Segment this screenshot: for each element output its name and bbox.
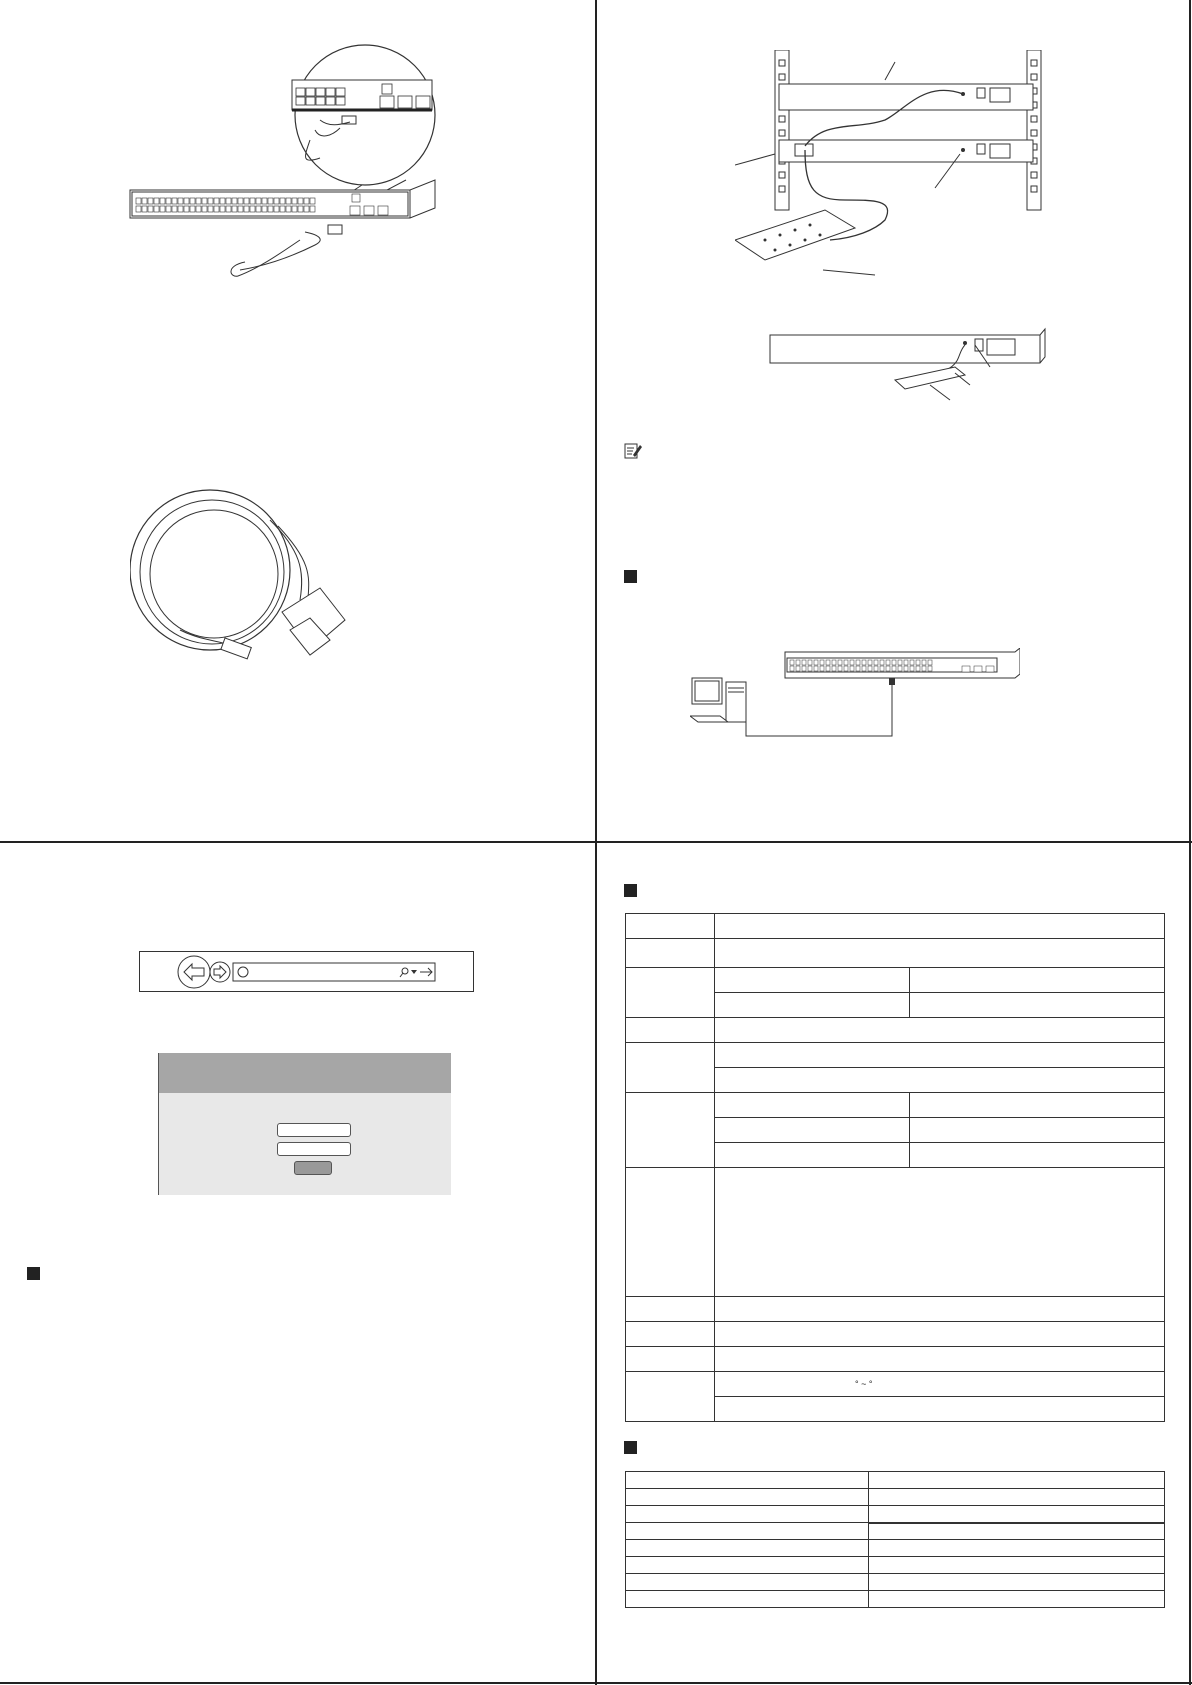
page-divider-horizontal xyxy=(0,841,1192,843)
table-cell xyxy=(910,1093,1165,1118)
table-cell xyxy=(869,1540,1165,1557)
note-icon xyxy=(623,441,643,461)
pc-connection-illustration xyxy=(690,648,1020,738)
table-cell xyxy=(626,1347,715,1372)
table-cell xyxy=(715,1168,1165,1297)
page-right-border xyxy=(1189,0,1191,1685)
table-cell xyxy=(626,939,715,968)
specifications-table xyxy=(625,913,1165,1422)
switch-grounding-illustration xyxy=(765,325,1055,425)
table-cell xyxy=(626,914,715,939)
rack-grounding-illustration xyxy=(735,50,1055,290)
table-cell xyxy=(626,1591,869,1608)
table-cell xyxy=(626,1489,869,1506)
table-cell xyxy=(715,1297,1165,1322)
section-marker xyxy=(624,884,637,897)
table-cell xyxy=(626,1557,869,1574)
login-dialog xyxy=(158,1053,451,1195)
table-cell xyxy=(715,1347,1165,1372)
table-cell xyxy=(626,1540,869,1557)
table-cell xyxy=(910,1118,1165,1143)
table-cell xyxy=(715,993,910,1018)
page-bottom-border xyxy=(0,1682,1192,1684)
table-cell xyxy=(626,1574,869,1591)
table-cell xyxy=(715,1322,1165,1347)
section-marker xyxy=(624,1441,637,1454)
console-cable-illustration xyxy=(130,480,390,700)
table-cell xyxy=(869,1506,1165,1523)
table-cell xyxy=(715,1143,910,1168)
table-cell xyxy=(869,1557,1165,1574)
table-cell xyxy=(869,1574,1165,1591)
table-cell xyxy=(626,1372,715,1422)
section-marker xyxy=(27,1267,40,1280)
table-cell xyxy=(715,968,910,993)
table-cell xyxy=(715,939,1165,968)
table-cell xyxy=(626,1523,869,1540)
table-cell xyxy=(626,1506,869,1523)
table-cell xyxy=(869,1489,1165,1506)
table-cell xyxy=(715,1093,910,1118)
table-cell xyxy=(715,1118,910,1143)
table-cell xyxy=(715,1397,1165,1422)
password-input[interactable] xyxy=(277,1142,351,1156)
username-input[interactable] xyxy=(277,1123,351,1137)
table-cell xyxy=(626,1472,869,1489)
table-cell xyxy=(715,1018,1165,1043)
table-cell xyxy=(626,1297,715,1322)
temperature-cell: ° ~ ° xyxy=(715,1372,1165,1397)
table-cell xyxy=(626,1018,715,1043)
table-cell xyxy=(869,1591,1165,1608)
table-cell xyxy=(626,968,715,1018)
fiber-module-illustration xyxy=(110,40,450,290)
login-button[interactable] xyxy=(294,1161,332,1175)
table-cell xyxy=(626,1043,715,1093)
package-contents-table xyxy=(625,1471,1165,1608)
login-dialog-header xyxy=(159,1053,451,1093)
table-cell xyxy=(626,1322,715,1347)
table-cell xyxy=(715,914,1165,939)
table-cell xyxy=(869,1523,1165,1540)
table-cell xyxy=(910,993,1165,1018)
table-cell xyxy=(869,1472,1165,1489)
table-cell xyxy=(626,1168,715,1297)
browser-address-bar-illustration xyxy=(139,951,474,992)
table-cell xyxy=(715,1068,1165,1093)
table-cell xyxy=(626,1093,715,1168)
section-marker xyxy=(624,570,637,583)
table-cell xyxy=(910,968,1165,993)
table-cell xyxy=(910,1143,1165,1168)
table-cell xyxy=(715,1043,1165,1068)
